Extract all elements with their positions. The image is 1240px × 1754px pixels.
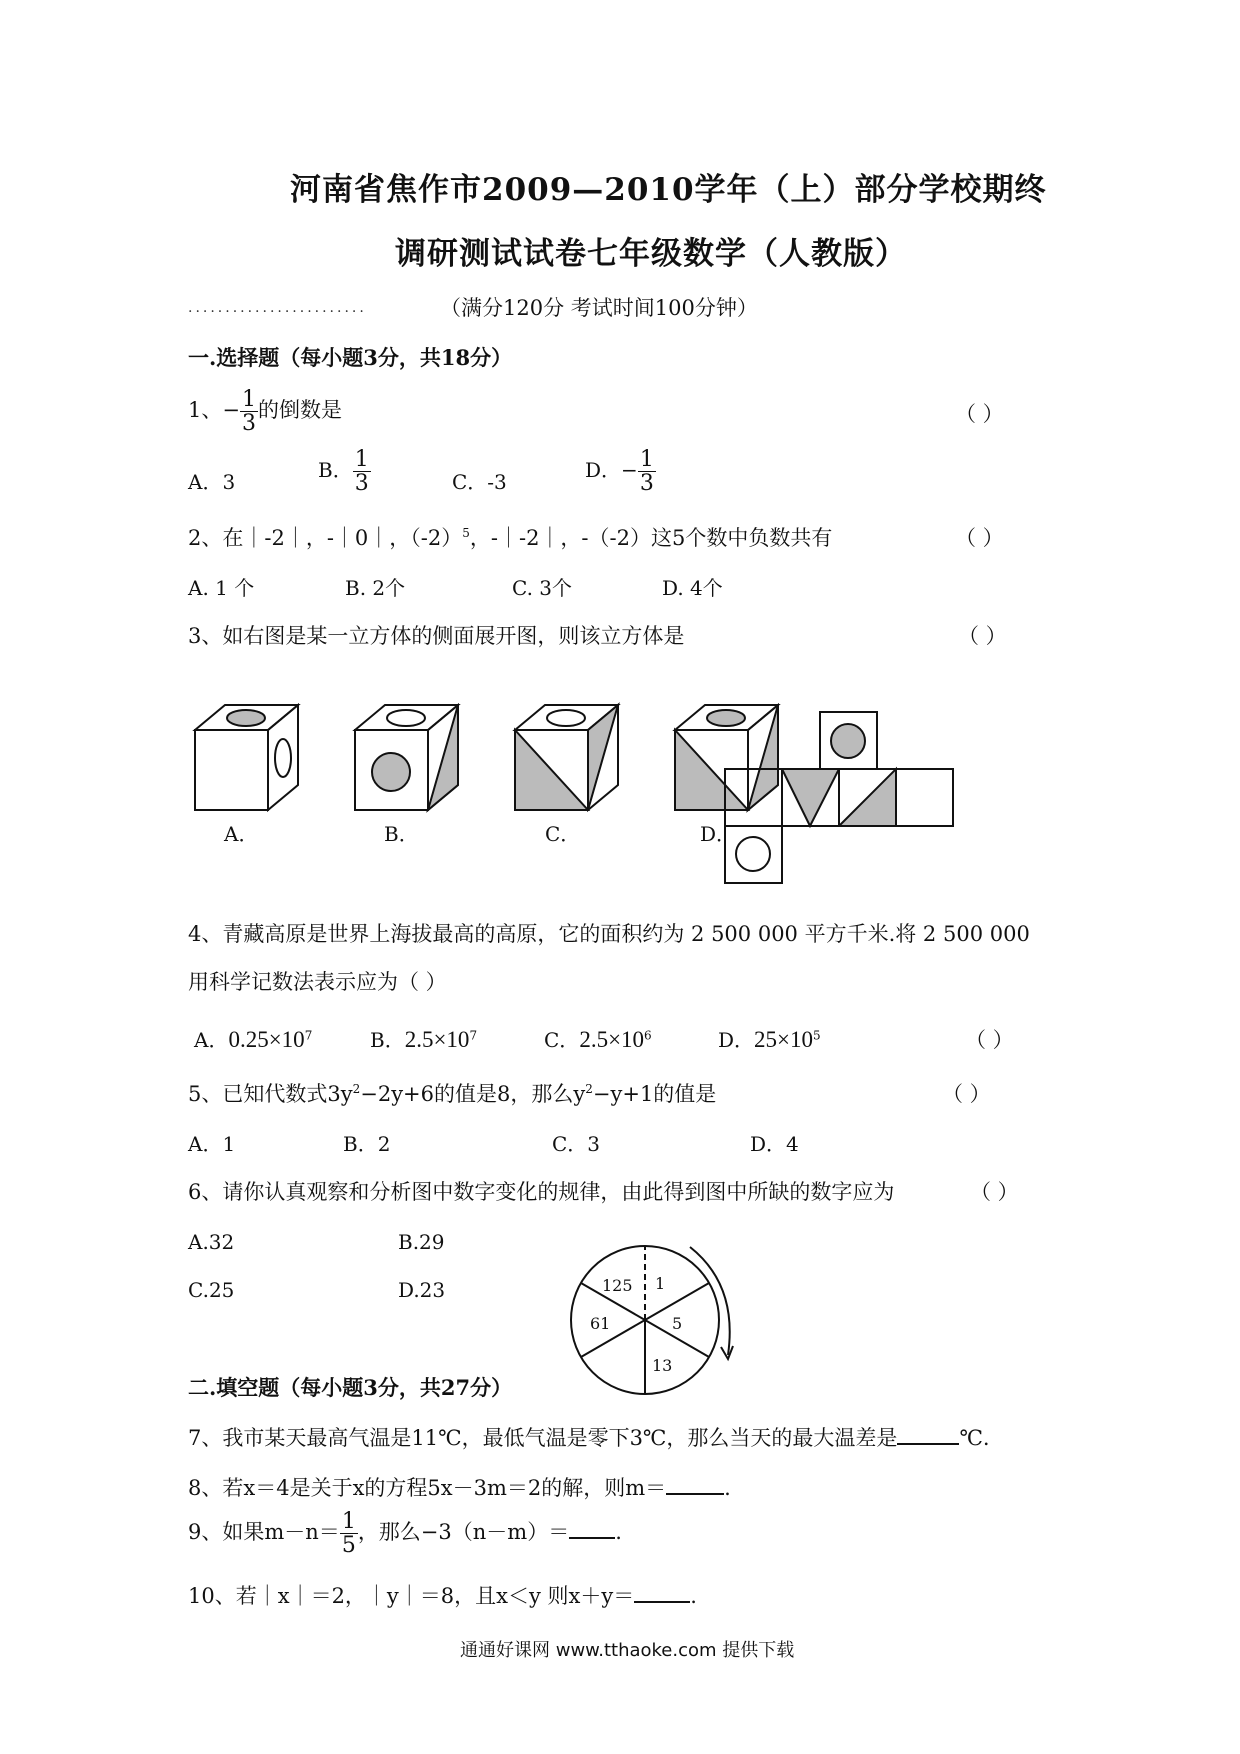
q5-exp-1: 2: [352, 1082, 361, 1096]
section-1-heading: 一.选择题（每小题3分，共18分）: [188, 345, 513, 370]
q6-option-d: D.23: [398, 1278, 446, 1302]
wheel-number-4: 61: [590, 1314, 611, 1333]
q6-option-a: A.32: [188, 1230, 235, 1254]
wheel-number-5: 125: [602, 1276, 633, 1295]
q4-option-d: [718, 1024, 821, 1053]
q7-answer-blank[interactable]: [897, 1443, 959, 1445]
section-2-heading: 二.填空题（每小题3分，共27分）: [188, 1375, 513, 1400]
q5-option-a: A．1: [188, 1132, 236, 1156]
title-line-1: 河南省焦作市2009—2010学年（上）部分学校期终: [290, 172, 1047, 208]
wheel-number-1: 1: [655, 1274, 666, 1293]
q5-text-2: −2y+6的值是8，那么y: [360, 1082, 586, 1106]
question-3: 3、如右图是某一立方体的侧面展开图，则该立方体是: [188, 624, 685, 648]
q1-option-b-den: 3: [354, 471, 369, 497]
q1-option-d-den: 3: [639, 471, 654, 497]
q5-text-1: 5、已知代数式3y: [188, 1082, 353, 1106]
q1-option-b: [318, 448, 371, 495]
q4-option-b-exp: 7: [469, 1028, 478, 1043]
q4-option-c-exp: 6: [644, 1028, 652, 1043]
q1-text: 的倒数是: [257, 398, 342, 423]
wheel-number-3: 13: [652, 1356, 673, 1375]
q2-option-d: D. 4个: [662, 576, 723, 600]
q4-option-c-label: C．: [544, 1028, 580, 1052]
q2-exponent: 5: [462, 526, 470, 540]
q1-option-a: A．3: [188, 470, 236, 494]
q3-label-d: D．: [700, 822, 737, 846]
q1-option-d-sign: −: [621, 458, 638, 483]
q7-unit: ℃.: [959, 1426, 990, 1450]
q9-fraction: [340, 1510, 358, 1557]
q5-answer-paren: （ ）: [942, 1082, 991, 1106]
q5-exp-2: 2: [585, 1082, 593, 1096]
q3-label-c: C．: [545, 822, 581, 846]
q3-answer-paren: （ ）: [958, 624, 1007, 648]
q1-option-d-fraction: [638, 448, 656, 495]
q2-option-a: A. 1 个: [188, 576, 255, 600]
q8-text: 8、若x＝4是关于x的方程5x－3m＝2的解，则m＝: [188, 1476, 667, 1500]
q8-end: .: [724, 1476, 731, 1500]
q2-option-b: B. 2个: [345, 576, 406, 600]
q9-answer-blank[interactable]: [569, 1537, 615, 1539]
q1-number: 1、: [188, 398, 223, 423]
q1-answer-paren: （ ）: [955, 402, 1004, 426]
q2-text-part-1: 2、在｜-2｜，-｜0｜，（-2）: [188, 526, 463, 550]
question-6: 6、请你认真观察和分析图中数字变化的规律，由此得到图中所缺的数字应为: [188, 1180, 895, 1204]
q6-option-b: B.29: [398, 1230, 445, 1254]
q5-option-b: B．2: [343, 1132, 391, 1156]
q6-number-wheel: [560, 1225, 750, 1415]
q6-option-c: C.25: [188, 1278, 235, 1302]
q2-option-c: C. 3个: [512, 576, 573, 600]
q1-option-d: [585, 448, 656, 495]
header-dots: ........................: [188, 300, 367, 316]
q4-answer-paren: （ ）: [965, 1028, 1014, 1052]
q4-option-c: [544, 1024, 652, 1053]
q8-answer-blank[interactable]: [666, 1493, 724, 1495]
q1-option-d-num: 1: [639, 447, 654, 472]
q4-option-c-value: 2.5×10: [579, 1027, 645, 1052]
question-9: [188, 1510, 622, 1557]
q5-option-c: C．3: [552, 1132, 601, 1156]
title-line-2: 调研测试试卷七年级数学（人教版）: [395, 236, 907, 272]
q10-end: .: [690, 1584, 697, 1608]
q2-answer-paren: （ ）: [955, 526, 1004, 550]
q1-option-d-label: D．: [585, 458, 622, 483]
q1-option-b-fraction: [353, 448, 371, 495]
question-7: [188, 1422, 990, 1452]
question-8: [188, 1472, 731, 1502]
q1-fraction: [240, 388, 258, 435]
q3-label-b: B．: [384, 822, 419, 846]
q9-pre: 9、如果m－n＝: [188, 1520, 340, 1545]
cube-b-figure: [355, 705, 458, 810]
cube-d-figure: [675, 705, 778, 810]
cube-a-figure: [195, 705, 298, 810]
q1-option-b-label: B．: [318, 458, 353, 483]
q4-option-a-value: 0.25×10: [228, 1027, 305, 1052]
q10-answer-blank[interactable]: [634, 1601, 690, 1603]
q3-label-a: A．: [224, 822, 259, 846]
wheel-number-2: 5: [672, 1314, 683, 1333]
question-10: [188, 1580, 697, 1610]
q1-option-b-num: 1: [354, 447, 369, 472]
q1-option-c: C．-3: [452, 470, 507, 494]
q2-text-part-2: ，-｜-2｜，-（-2）这5个数中负数共有: [469, 526, 833, 550]
q1-frac-num: 1: [241, 387, 256, 412]
q4-option-b-value: 2.5×10: [404, 1027, 470, 1052]
q6-answer-paren: （ ）: [970, 1180, 1019, 1204]
q9-frac-num: 1: [341, 1509, 356, 1534]
q10-text: 10、若｜x｜＝2，｜y｜＝8，且x＜y 则x＋y＝: [188, 1584, 635, 1608]
question-1: [188, 388, 342, 435]
q9-post: ，那么−3（n－m）＝: [357, 1520, 570, 1545]
cube-c-figure: [515, 705, 618, 810]
q4-option-d-exp: 5: [813, 1028, 821, 1043]
q1-sign: −: [222, 398, 240, 423]
q4-option-d-value: 25×10: [754, 1027, 814, 1052]
footer-source: 通通好课网 www.tthaoke.com 提供下载: [460, 1640, 795, 1661]
q4-option-a-label: A．: [194, 1028, 229, 1052]
exam-info: （满分120分 考试时间100分钟）: [440, 296, 758, 320]
q7-text: 7、我市某天最高气温是11℃，最低气温是零下3℃，那么当天的最大温差是: [188, 1426, 898, 1450]
question-5: [188, 1078, 716, 1108]
q4-option-b: [370, 1024, 477, 1053]
q4-option-a-exp: 7: [304, 1028, 313, 1043]
q4-line-2: 用科学记数法表示应为（ ）: [188, 970, 447, 994]
q4-option-d-label: D．: [718, 1028, 755, 1052]
q4-option-a: [194, 1024, 312, 1053]
q4-line-1: 4、青藏高原是世界上海拔最高的高原，它的面积约为 2 500 000 平方千米.将 2 500 000: [188, 922, 1030, 946]
question-2: [188, 522, 832, 552]
q1-frac-den: 3: [241, 411, 256, 437]
q9-end: .: [615, 1520, 622, 1545]
q3-cube-figures: [180, 690, 1060, 900]
q5-text-3: −y+1的值是: [592, 1082, 717, 1106]
q9-frac-den: 5: [341, 1533, 356, 1559]
q4-option-b-label: B．: [370, 1028, 405, 1052]
q5-option-d: D．4: [750, 1132, 799, 1156]
